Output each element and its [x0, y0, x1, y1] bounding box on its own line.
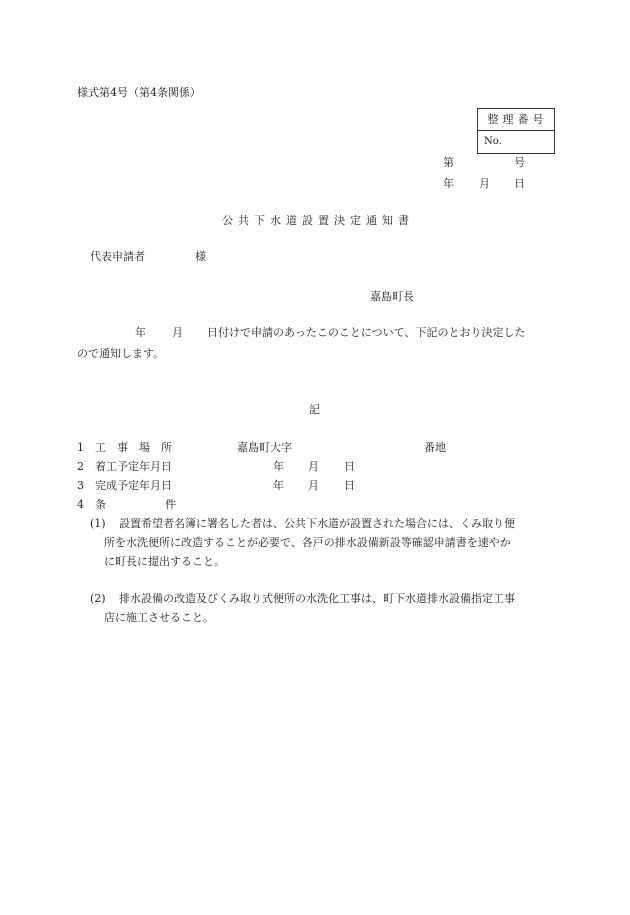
item-4-number: 4 [77, 498, 84, 511]
issuer-name: 嘉島町長 [370, 290, 414, 303]
number-go-label: 号 [514, 156, 525, 169]
item-4-label-b: 件 [165, 498, 176, 511]
document-title: 公共下水道設置決定通知書 [222, 214, 414, 227]
addressee-label: 代表申請者 [90, 250, 145, 263]
reference-number-field: No. [484, 136, 502, 147]
item-3-label: 完成予定年月日 [95, 479, 172, 492]
body-year-label: 年 [135, 326, 146, 339]
date-day-label: 日 [514, 177, 525, 190]
date-year-label: 年 [443, 177, 454, 190]
item-1-label: 工 事 場 所 [95, 441, 172, 454]
condition-1-line-2: 所を水洗便所に改造することが必要で、各戸の排水設備新設等確認申請書を速やか [104, 536, 511, 549]
item-2-label: 着工予定年月日 [95, 460, 172, 473]
reference-number-header: 整理番号 [478, 109, 554, 131]
item-3-year: 年 [273, 479, 284, 492]
item-2-month: 月 [308, 460, 319, 473]
item-1-number: 1 [77, 441, 84, 454]
item-3-day: 日 [344, 479, 355, 492]
item-1-value: 嘉島町大字 [237, 441, 292, 454]
condition-2-line-2: 店に施工させること。 [104, 611, 214, 624]
condition-1-line-1: 設置希望者名簿に署名した者は、公共下水道が設置された場合には、くみ取り便 [119, 517, 515, 530]
body-month-label: 月 [172, 326, 183, 339]
item-2-day: 日 [344, 460, 355, 473]
item-2-year: 年 [273, 460, 284, 473]
body-line-1: 日付けで申請のあったこのことについて、下記のとおり決定した [207, 326, 526, 339]
condition-2-line-1: 排水設備の改造及びくみ取り式便所の水洗化工事は、町下水道排水設備指定工事 [119, 592, 515, 605]
reference-number-table [477, 108, 555, 154]
condition-2-marker: (2) [90, 592, 106, 605]
body-line-2: ので通知します。 [77, 347, 165, 360]
addressee-suffix: 様 [195, 250, 206, 263]
date-month-label: 月 [479, 177, 490, 190]
ki-heading: 記 [309, 403, 320, 416]
condition-1-marker: (1) [90, 517, 106, 530]
item-2-number: 2 [77, 460, 84, 473]
item-4-label-a: 条 [95, 498, 106, 511]
number-dai-label: 第 [443, 156, 454, 169]
item-3-number: 3 [77, 479, 84, 492]
item-3-month: 月 [308, 479, 319, 492]
form-label: 様式第4号（第4条関係） [77, 86, 201, 99]
item-1-suffix: 番地 [424, 441, 446, 454]
condition-1-line-3: に町長に提出すること。 [104, 555, 225, 568]
